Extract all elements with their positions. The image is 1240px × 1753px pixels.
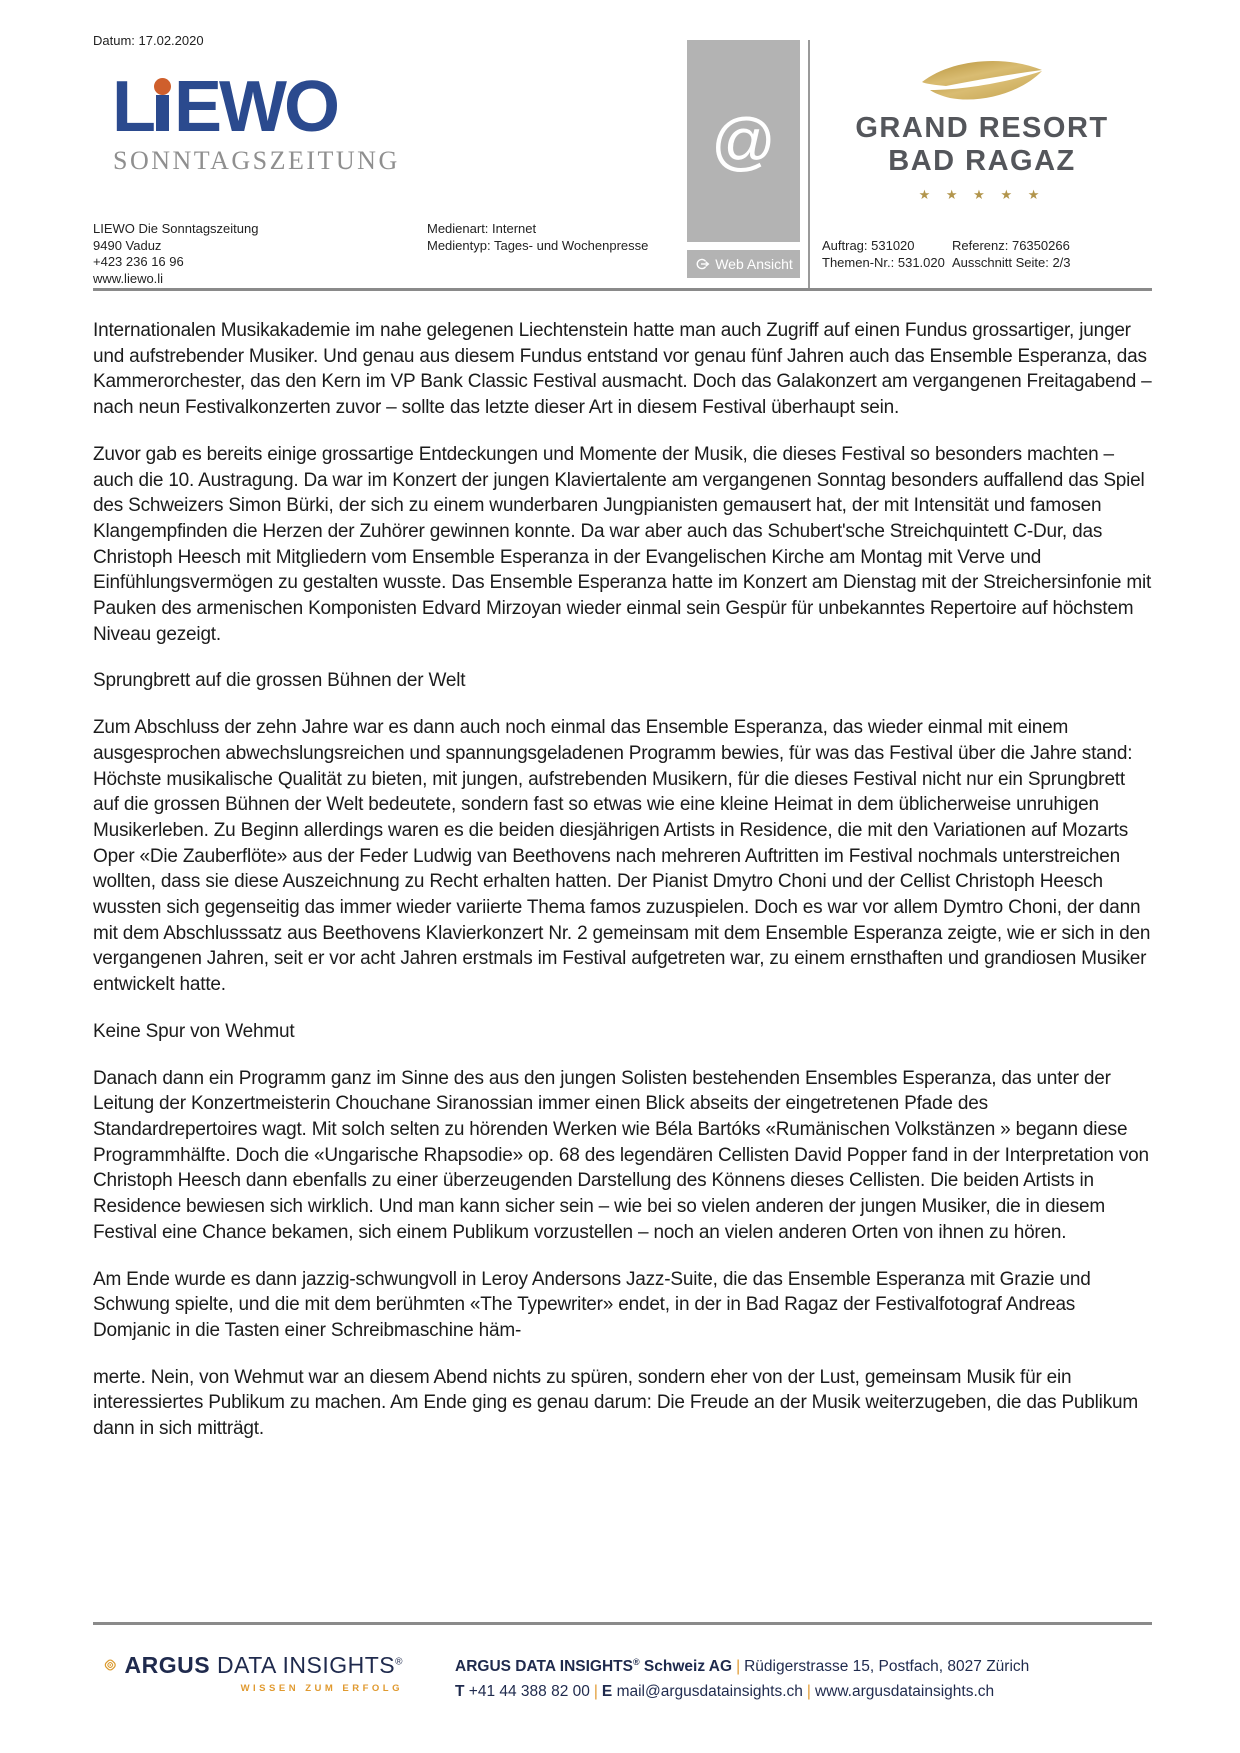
publisher-phone: +423 236 16 96 [93,254,184,269]
article-paragraph: Danach dann ein Programm ganz im Sinne des aus den jungen Solisten bestehenden Ensembles Esperanza, das unter der Leitung der Konzertmeisterin Chouchane Siranossian immer einen Blick abseits der eingetretenen Pfade des Standardrepertoires wagt. Mit solch selten zu hörenden Werken wie Béla Bartóks «Rumänischen Volkstänzen » begann diese Programmhälfte. Doch die «Ungarische Rhapsodie» op. 68 des legendären Cellisten David Popper fand in der Interpretation von Christoph Heesch dann ebenfalls zu einer überzeugenden Darstellung des Könnens dieses Cellisten. Die beiden Artists in Residence bewiesen sich wirklich. Und man kann sicher sein – wie bei so vielen anderen der jungen Musiker, die in diesem Festival eine Chance bekamen, sich einem Publikum vorzustellen – noch an vielen anderen Orten von ihnen zu hören. [93,1067,1149,1243]
footer-email-address: mail@argusdatainsights.ch [612,1683,803,1701]
liewo-logo-i-stem [156,95,169,131]
auftrag-value: Auftrag: 531020 [822,238,915,253]
footer-phone-number: +41 44 388 82 00 [464,1683,590,1701]
footer-company-name: ARGUS DATA INSIGHTS [455,1658,633,1676]
web-ansicht-label: Web Ansicht [715,256,793,272]
footer-registered-mark: ® [632,1657,640,1667]
media-typ: Medientyp: Tages- und Wochenpresse [427,237,649,253]
argus-logo-text [125,1652,404,1679]
article-paragraph: Zuvor gab es bereits einige grossartige Entdeckungen und Momente der Musik, die dieses Festival so besonders machten – auch die 10. Austragung. Da war im Konzert der jungen Klaviertalente am vergangenen Sonntag besonders auffallend das Spiel des Schweizers Simon Bürki, der sich zu einem wunderbaren Jungpianisten gemausert hat, der mit Intensität und famosen Klangempfinden die Herzen der Zuhörer gewinnen konnte. Da war aber auch das Schubert'sche Streichquintett C-Dur, das Christoph Heesch mit Mitgliedern vom Ensemble Esperanza in der Evangelischen Kirche am Montag mit Verve und Einfühlungsvermögen zu gestalten wusste. Das Ensemble Esperanza hatte im Konzert am Dienstag mit der Streichersinfonie mit Pauken des armenischen Komponisten Edvard Mirzoyan wieder einmal sein Gespür für unbekanntes Repertoire auf höchstem Niveau gezeigt. [93,443,1152,645]
article-paragraph: merte. Nein, von Wehmut war an diesem Abend nichts zu spüren, sondern eher von der Lust, gemeinsam Musik für ein interessiertes Publikum zu machen. Am Ende ging es genau darum: Die Freude an der Musik weiterzugeben, die das Publikum dann in sich mitträgt. [93,1366,1138,1440]
footer-email-prefix: E [601,1683,613,1701]
argus-logo-argus: ARGUS [124,1651,211,1678]
header-divider-rule [93,288,1152,291]
footer-contact-line [455,1679,1029,1704]
footer-contact-block [455,1650,1029,1704]
publisher-website: www.liewo.li [93,270,164,286]
liewo-logo-subtitle: SONNTAGSZEITUNG [113,146,400,175]
ausschnitt-seite-value: Ausschnitt Seite: 2/3 [952,255,1071,270]
footer-separator: | [736,1658,741,1676]
web-clip-placeholder [687,40,800,242]
footer-divider-rule [93,1622,1152,1625]
article-paragraph: Zum Abschluss der zehn Jahre war es dann auch noch einmal das Ensemble Esperanza, das wieder einmal mit einem ausgesprochen abwechslungsreichen und spannungsgeladenen Programm bewies, für was das Festival über die Jahre stand: Höchste musikalische Qualität zu bieten, mit jungen, aufstrebenden Musikern, für die dieses Festival nicht nur ein Sprungbrett auf die grossen Bühnen der Welt bedeutete, sondern fast so etwas wie eine kleine Heimat in dem üblicherweise unruhigen Musikerleben. Zu Beginn allerdings waren es die beiden diesjährigen Artists in Residence, die mit den Variationen auf Mozarts Oper «Die Zauberflöte» aus der Feder Ludwig van Beethovens nach mehreren Auftritten im Festival nochmals unterstreichen wollten, dass sie diese Auszeichnung zu Recht erhalten hatten. Der Pianist Dmytro Choni und der Cellist Christoph Heesch wussten sich gegenseitig das immer wieder variierte Thema famos zuzuspielen. Doch es war vor allem Dymtro Choni, der dann mit dem Abschlusssatz aus Beethovens Klavierkonzert Nr. 2 gemeinsam mit dem Ensemble Esperanza zeigte, wie er sich in den vergangenen Jahren, seit er vor acht Jahren erstmals im Festival aufgetreten war, zu einem ernsthaften und grandiosen Musiker entwickelt hatte. [93,717,1151,996]
footer-separator: | [806,1683,811,1701]
grand-resort-swoosh-icon [916,56,1048,110]
media-art: Medienart: Internet [427,221,537,236]
external-link-icon [694,256,710,272]
footer-website: www.argusdatainsights.ch [814,1683,995,1701]
grand-resort-name-line2: BAD RAGAZ [888,145,1076,177]
argus-logo [103,1650,403,1694]
media-info-block [427,221,648,254]
liewo-logo [112,67,337,147]
web-ansicht-button[interactable] [687,250,800,278]
publisher-city: 9490 Vaduz [93,237,162,253]
themen-nr-value: Themen-Nr.: 531.020 [822,255,945,270]
article-paragraph: Am Ende wurde es dann jazzig-schwungvoll in Leroy Andersons Jazz-Suite, die das Ensemble Esperanza mit Grazie und Schwung spielte, und die mit dem berühmten «The Typewriter» endet, in der in Bad Ragaz der Festivalfotograf Andreas Domjanic in die Tasten einer Schreibmaschine häm- [93,1268,1091,1341]
clipping-meta-block [822,237,1071,271]
argus-tagline: WISSEN ZUM ERFOLG [240,1683,403,1694]
five-stars-rating: ★ ★ ★ ★ ★ [918,187,1046,202]
article-body [93,318,1155,1463]
liewo-logo-i-dot [154,78,171,95]
article-subheading: Sprungbrett auf die grossen Bühnen der Welt [93,670,466,692]
liewo-logo-letters-ewo: EWO [173,67,337,147]
date-label: Datum: 17.02.2020 [93,33,204,48]
liewo-logo-letter-l: L [112,67,153,147]
clipping-meta-col1 [822,237,952,271]
footer-address-line [455,1650,1029,1679]
footer-phone-prefix: T [455,1683,465,1701]
clipping-meta-col2 [952,237,1071,271]
header-vertical-divider [808,40,810,288]
grand-resort-logo [812,44,1152,203]
publisher-name: LIEWO Die Sonntagszeitung [93,221,259,236]
footer-street-address: Rüdigerstrasse 15, Postfach, 8027 Zürich [744,1658,1030,1676]
at-symbol-icon: @ [711,105,776,177]
argus-logo-registered-mark: ® [395,1655,403,1667]
article-subheading: Keine Spur von Wehmut [93,1020,295,1042]
article-paragraph: Internationalen Musikakademie im nahe gelegenen Liechtenstein hatte man auch Zugriff auf einen Fundus grossartiger, junger und aufstrebender Musiker. Und genau aus diesem Fundus entstand vor genau fünf Jahren auch das Ensemble Esperanza, das Kammerorchester, das den Kern im VP Bank Classic Festival ausmacht. Doch das Galakonzert am vergangenen Freitagabend – nach neun Festivalkonzerten zuvor – sollte das letzte dieser Art in diesem Festival überhaupt sein. [93,320,1152,419]
argus-eye-icon [103,1650,118,1680]
referenz-value: Referenz: 76350266 [952,238,1070,253]
footer-separator: | [593,1683,598,1701]
argus-logo-data-insights: DATA INSIGHTS [210,1651,396,1678]
footer-company-suffix: Schweiz AG [639,1658,733,1676]
publisher-contact-block [93,221,258,287]
grand-resort-name-line1: GRAND RESORT [855,112,1109,144]
